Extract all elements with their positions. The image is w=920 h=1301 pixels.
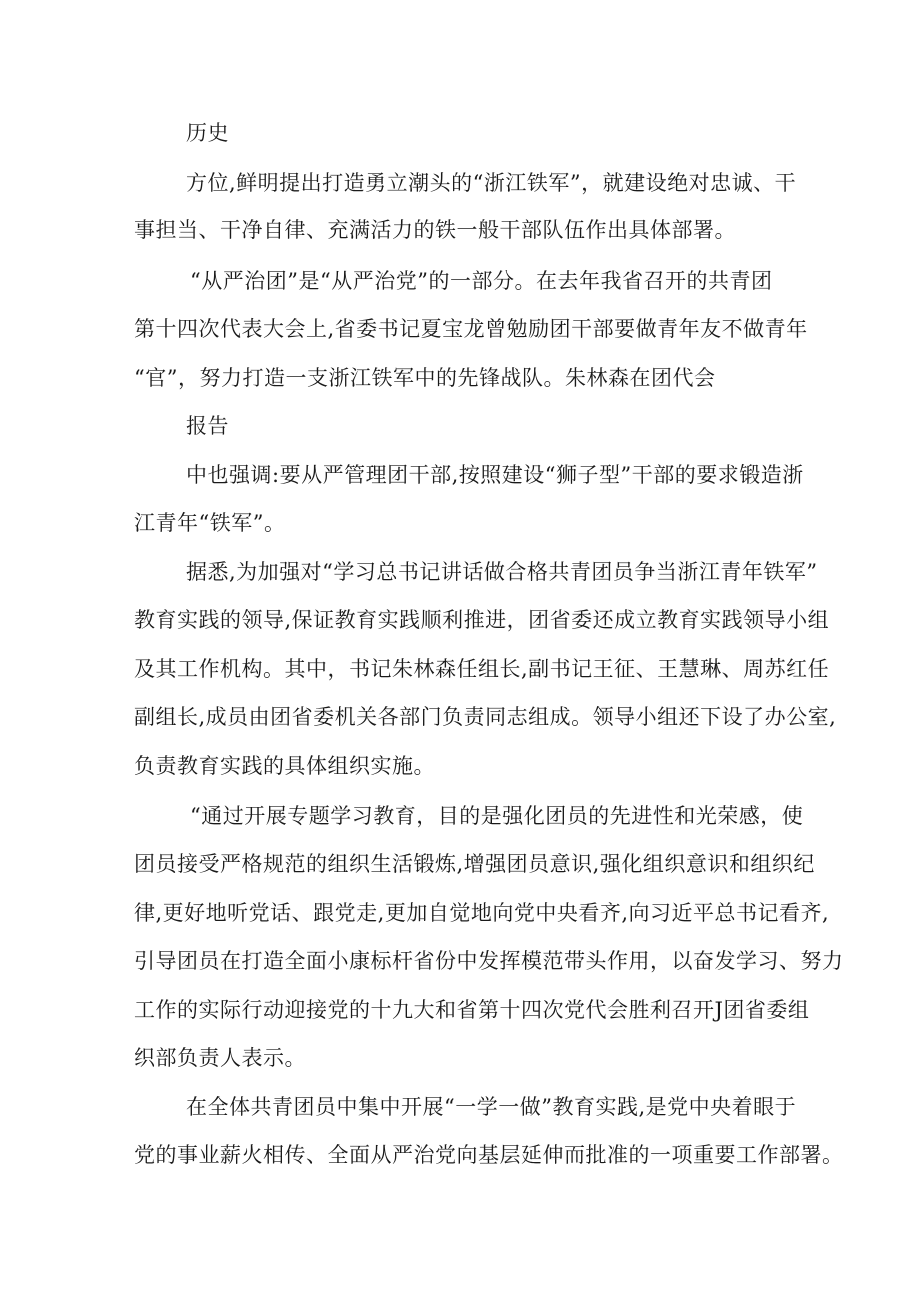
text-line: 副组长,成员由团省委机关各部门负责同志组成。领导小组还下设了办公室, xyxy=(134,705,837,729)
text-line: 历史 xyxy=(186,121,229,145)
text-line: 负责教育实践的具体组织实施。 xyxy=(134,754,435,778)
text-line: 团员接受严格规范的组织生活锻炼,增强团员意识,强化组织意识和组织纪 xyxy=(134,852,815,876)
text-line: 工作的实际行动迎接党的十九大和省第十四次党代会胜利召开J团省委组 xyxy=(134,998,810,1022)
text-line: 引导团员在打造全面小康标杆省份中发挥模范带头作用，以奋发学习、努力 xyxy=(134,949,844,973)
text-line: 据悉,为加强对“学习总书记讲话做合格共青团员争当浙江青年铁军” xyxy=(186,560,818,584)
text-line: 方位,鲜明提出打造勇立潮头的“浙江铁军”，就建设绝对忠诚、干 xyxy=(186,171,797,195)
text-line: 律,更好地听党话、跟党走,更加自觉地向党中央看齐,向习近平总书记看齐, xyxy=(134,901,830,925)
text-line: 及其工作机构。其中，书记朱林森任组长,副书记王征、王慧琳、周苏红任 xyxy=(134,657,830,681)
text-line: “通过开展专题学习教育，目的是强化团员的先进性和光荣感，使 xyxy=(190,804,804,828)
text-line: 第十四次代表大会上,省委书记夏宝龙曾勉励团干部要做青年友不做青年 xyxy=(134,317,808,341)
text-line: 教育实践的领导,保证教育实践顺利推进，团省委还成立教育实践领导小组 xyxy=(134,608,830,632)
text-line: 报告 xyxy=(186,414,229,438)
text-line: “官”，努力打造一支浙江铁军中的先锋战队。朱林森在团代会 xyxy=(134,366,716,390)
text-line: “从严治团”是“从严治党”的一部分。在去年我省召开的共青团 xyxy=(190,269,773,293)
text-line: 党的事业薪火相传、全面从严治党向基层延伸而批准的一项重要工作部署。 xyxy=(134,1143,844,1167)
text-line: 织部负责人表示。 xyxy=(134,1046,306,1070)
text-line: 在全体共青团员中集中开展“一学一做”教育实践,是党中央着眼于 xyxy=(186,1095,797,1119)
text-line: 事担当、干净自律、充满活力的铁一般干部队伍作出具体部署。 xyxy=(134,218,736,242)
text-line: 江青年“铁军”。 xyxy=(134,511,286,535)
text-line: 中也强调:要从严管理团干部,按照建设“狮子型”干部的要求锻造浙 xyxy=(186,463,804,487)
